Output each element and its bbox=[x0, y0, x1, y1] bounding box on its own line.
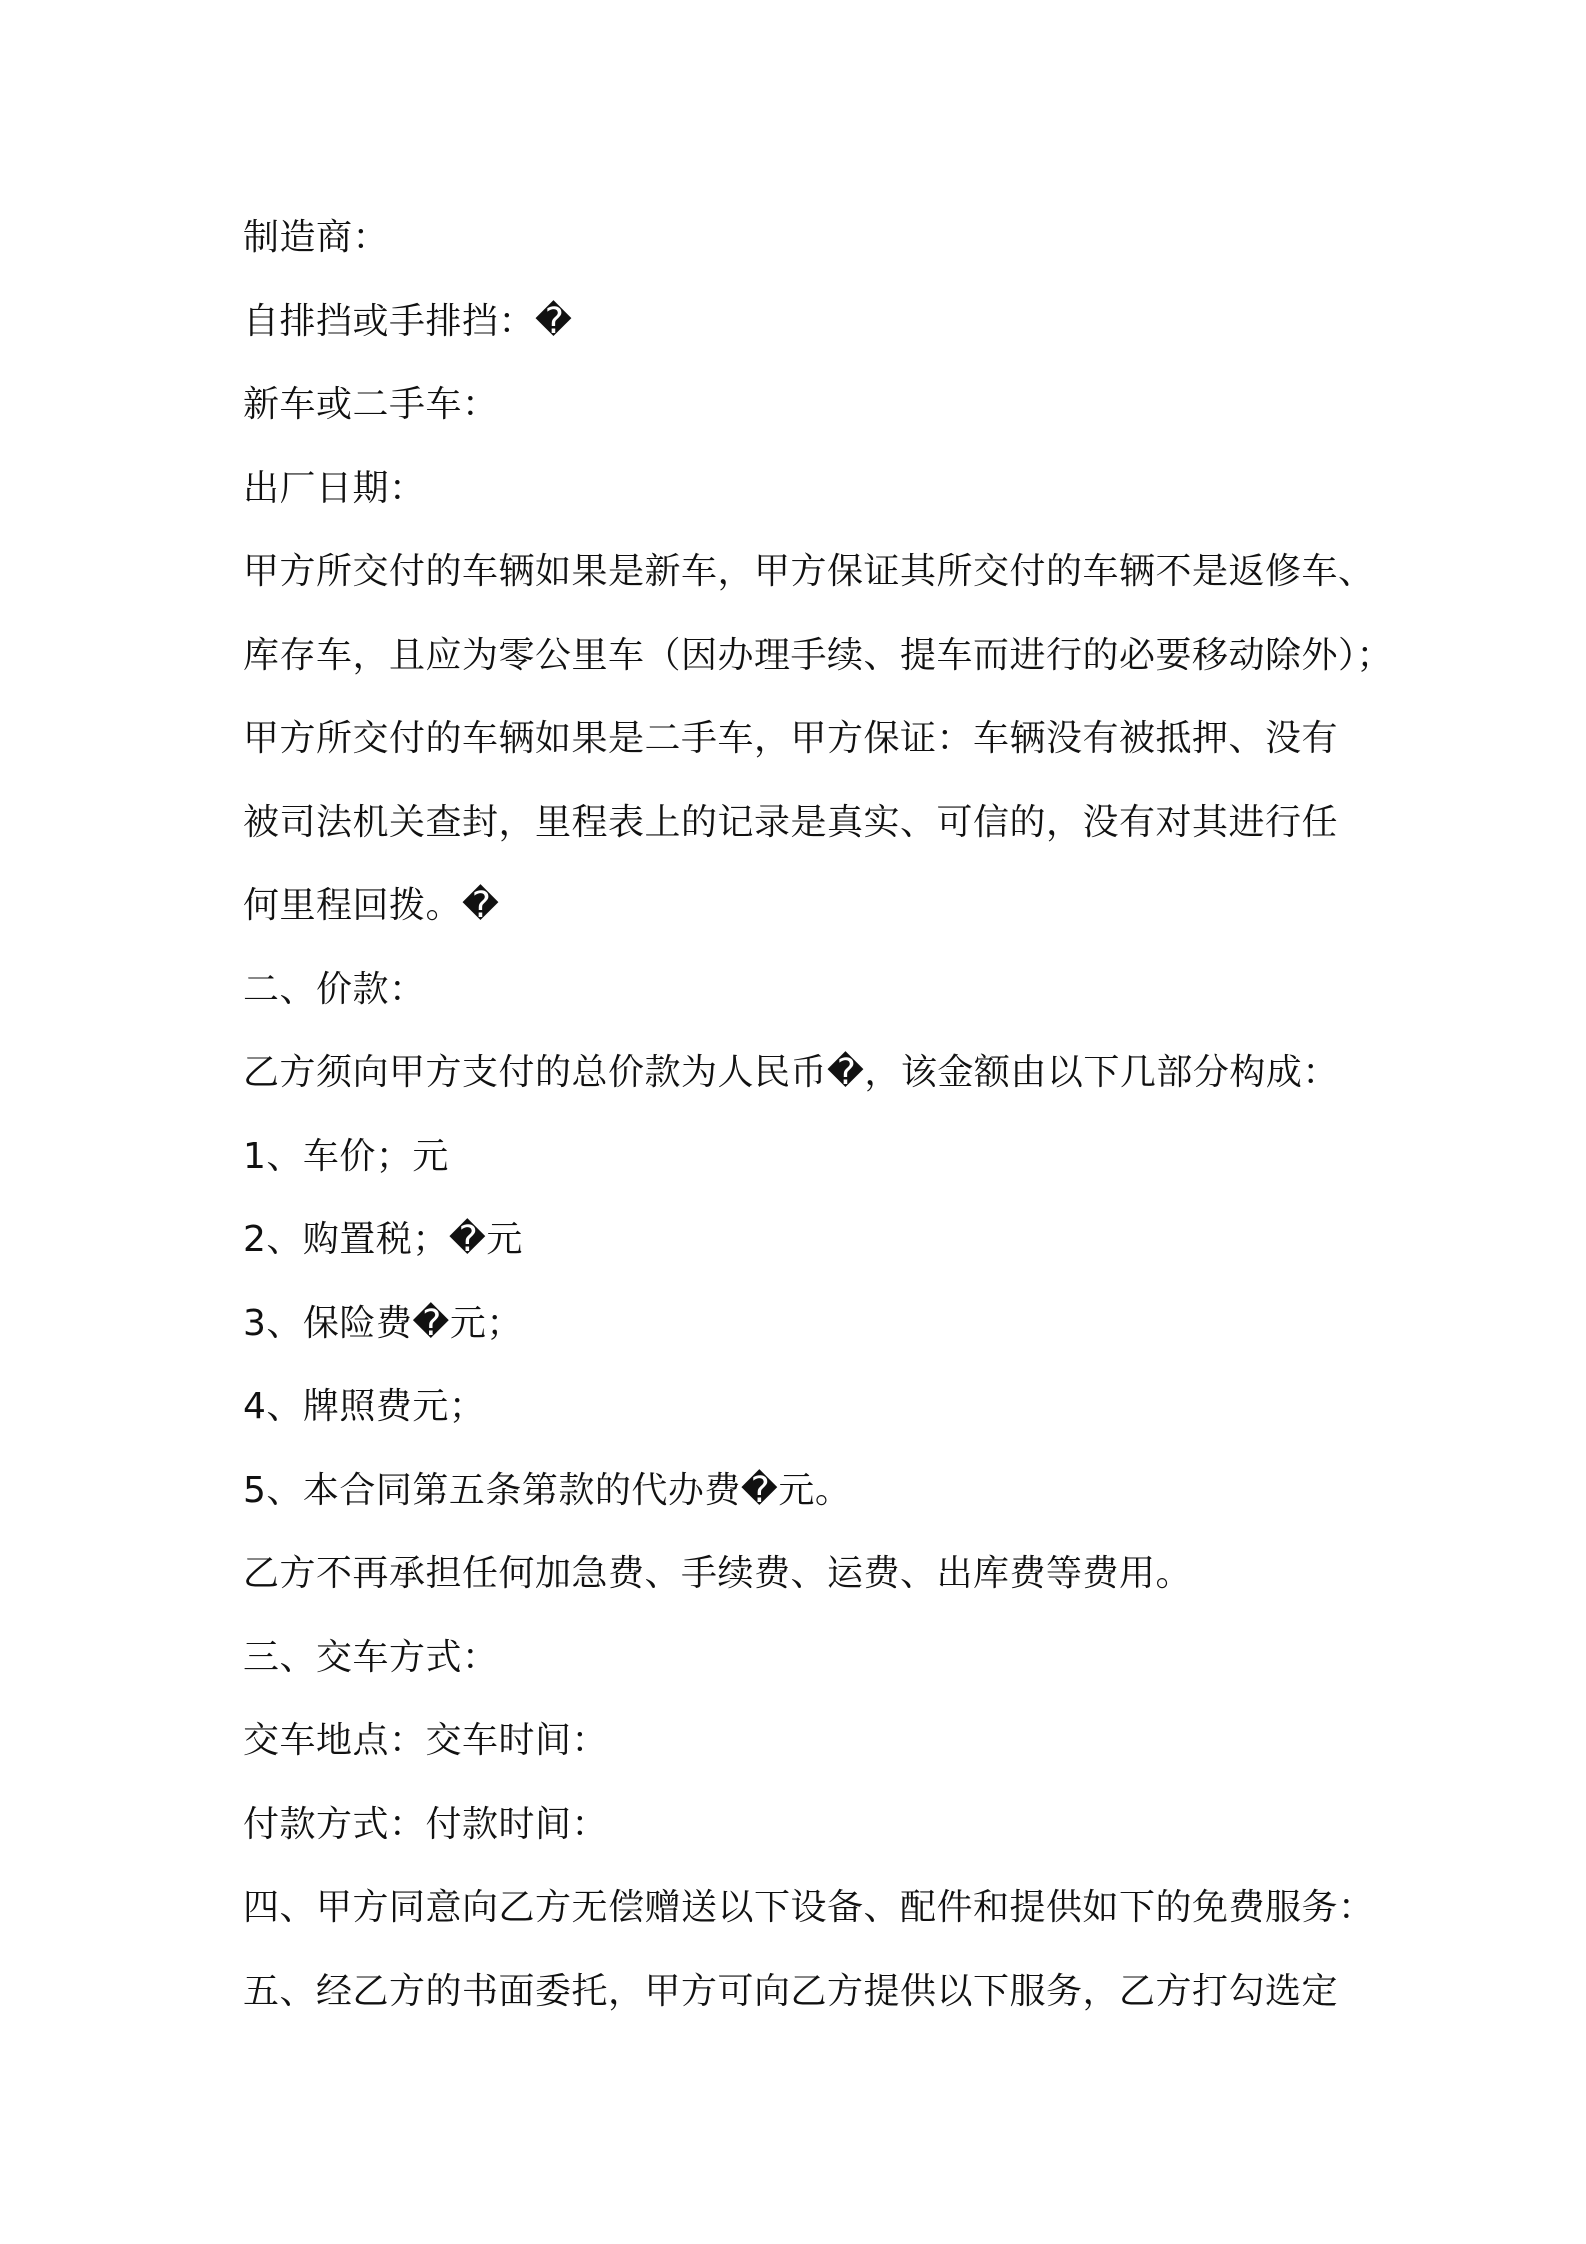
section-heading-price: 二、价款： bbox=[243, 968, 426, 1010]
field-delivery-place-time: 交车地点：交车时间： bbox=[243, 1720, 609, 1761]
field-transmission: 自排挡或手排挡：� bbox=[243, 300, 573, 342]
paragraph-line: 甲方所交付的车辆如果是二手车，甲方保证：车辆没有被抵押、没有 bbox=[243, 718, 1339, 759]
paragraph-line: 甲方所交付的车辆如果是新车，甲方保证其所交付的车辆不是返修车、 bbox=[243, 551, 1375, 592]
paragraph-line: 乙方须向甲方支付的总价款为人民币�，该金额由以下几部分构成： bbox=[243, 1052, 1339, 1093]
price-item: 5、本合同第五条第款的代办费�元。 bbox=[243, 1469, 852, 1511]
document-body bbox=[243, 196, 1403, 2033]
field-new-or-used: 新车或二手车： bbox=[243, 384, 499, 425]
price-item: 3、保险费�元； bbox=[243, 1302, 523, 1344]
section-heading-commissioned-services: 五、经乙方的书面委托，甲方可向乙方提供以下服务，乙方打勾选定 bbox=[243, 1970, 1339, 2012]
price-item: 4、牌照费元； bbox=[243, 1386, 486, 1427]
field-production-date: 出厂日期： bbox=[243, 467, 426, 509]
paragraph-line: 乙方不再承担任何加急费、手续费、运费、出库费等费用。 bbox=[243, 1553, 1193, 1594]
price-item: 2、购置税；�元 bbox=[243, 1219, 523, 1260]
paragraph-line: 库存车，且应为零公里车（因办理手续、提车而进行的必要移动除外）； bbox=[243, 634, 1394, 676]
section-heading-free-services: 四、甲方同意向乙方无偿赠送以下设备、配件和提供如下的免费服务： bbox=[243, 1887, 1375, 1928]
paragraph-line: 何里程回拨。� bbox=[243, 885, 500, 926]
price-item: 1、车价；元 bbox=[243, 1135, 449, 1177]
field-manufacturer: 制造商： bbox=[243, 217, 390, 258]
field-payment-method-time: 付款方式：付款时间： bbox=[243, 1803, 609, 1845]
paragraph-line: 被司法机关查封，里程表上的记录是真实、可信的，没有对其进行任 bbox=[243, 801, 1339, 843]
section-heading-delivery: 三、交车方式： bbox=[243, 1636, 499, 1678]
